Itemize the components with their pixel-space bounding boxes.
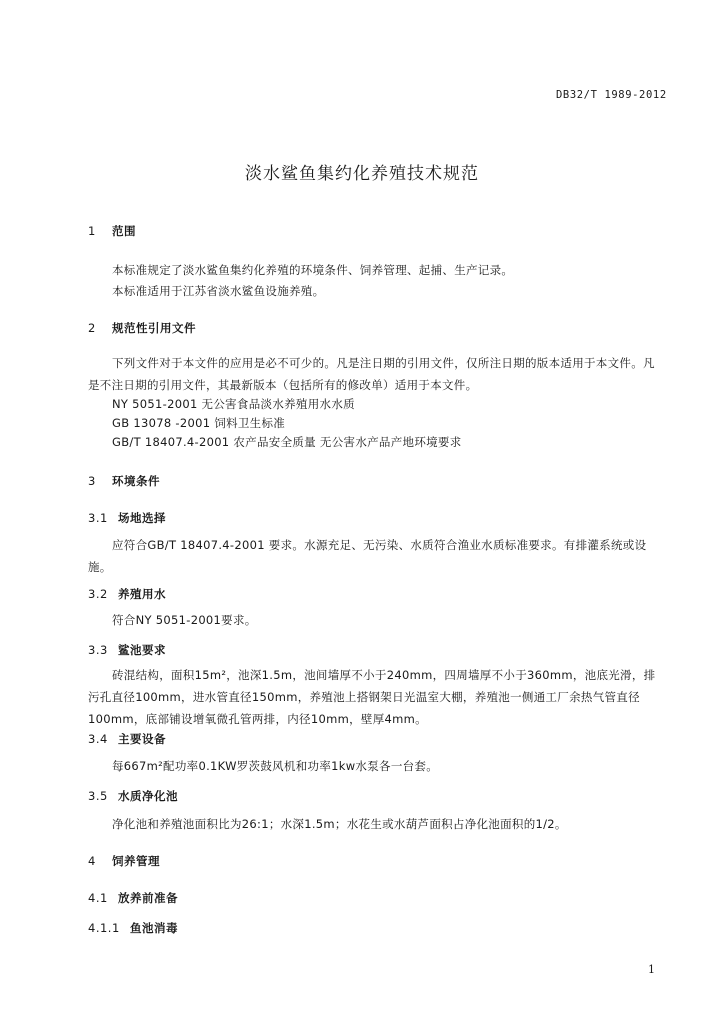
section-number: 4.1.1	[88, 921, 120, 935]
body-paragraph: 砖混结构，面积15m²，池深1.5m，池间墙厚不小于240mm，四周墙厚不小于360mm，池底光滑，排污孔直径100mm，进水管直径150mm，养殖池上搭钢架日光温室大棚，养殖池一侧通工厂余热气管直径100mm，底部铺设增氧微孔管两排，内径10mm，壁厚4mm。	[88, 668, 656, 726]
section-title: 鱼池消毒	[130, 921, 178, 935]
body-paragraph: 下列文件对于本文件的应用是必不可少的。凡是注日期的引用文件，仅所注日期的版本适用于本文件。凡是不注日期的引用文件，其最新版本（包括所有的修改单）适用于本文件。	[88, 356, 655, 392]
subsection-heading	[88, 586, 166, 602]
section-title: 主要设备	[118, 732, 166, 746]
section-number: 4.1	[88, 891, 108, 905]
section-number: 1	[88, 224, 96, 238]
subsection-heading	[88, 642, 166, 658]
subsection-heading	[88, 510, 166, 526]
section-title: 饲养管理	[112, 854, 160, 868]
section-number: 3.3	[88, 643, 108, 657]
body-line: 净化池和养殖池面积比为26:1；水深1.5m；水花生或水葫芦面积占净化池面积的1/2。	[112, 817, 567, 831]
reference-item: GB 13078 -2001 饲料卫生标准	[112, 416, 286, 430]
section-title: 环境条件	[112, 474, 160, 488]
reference-item: GB/T 18407.4-2001 农产品安全质量 无公害水产品产地环境要求	[112, 435, 462, 449]
section-number: 3.5	[88, 789, 108, 803]
page-number: 1	[648, 963, 655, 976]
reference-item: NY 5051-2001 无公害食品淡水养殖用水水质	[112, 397, 355, 411]
section-number: 3.4	[88, 732, 108, 746]
section-title: 养殖用水	[118, 587, 166, 601]
subsection-heading	[88, 920, 178, 936]
section-number: 2	[88, 321, 96, 335]
document-id: DB32/T 1989-2012	[556, 89, 667, 101]
subsection-heading	[88, 788, 178, 804]
section-number: 3.1	[88, 511, 108, 525]
section-number: 3.2	[88, 587, 108, 601]
section-number: 3	[88, 474, 96, 488]
section-title: 规范性引用文件	[112, 321, 196, 335]
subsection-heading	[88, 890, 178, 906]
subsection-heading	[88, 731, 166, 747]
section-number: 4	[88, 854, 96, 868]
body-line: 本标准适用于江苏省淡水鲨鱼设施养殖。	[112, 284, 325, 298]
section-heading	[88, 853, 160, 869]
section-title: 放养前准备	[118, 891, 178, 905]
section-title: 场地选择	[118, 511, 166, 525]
section-heading	[88, 223, 136, 239]
body-line: 本标准规定了淡水鲨鱼集约化养殖的环境条件、饲养管理、起捕、生产记录。	[112, 263, 514, 277]
body-line: 符合NY 5051-2001要求。	[112, 613, 257, 627]
section-title: 鲨池要求	[118, 643, 166, 657]
section-title: 水质净化池	[118, 789, 178, 803]
page-title: 淡水鲨鱼集约化养殖技术规范	[245, 164, 479, 184]
body-paragraph: 应符合GB/T 18407.4-2001 要求。水源充足、无污染、水质符合渔业水质标准要求。有排灌系统或设施。	[88, 538, 647, 574]
section-title: 范围	[112, 224, 136, 238]
section-heading	[88, 473, 160, 489]
section-heading	[88, 320, 196, 336]
body-line: 每667m²配功率0.1KW罗茨鼓风机和功率1kw水泵各一台套。	[112, 759, 439, 773]
